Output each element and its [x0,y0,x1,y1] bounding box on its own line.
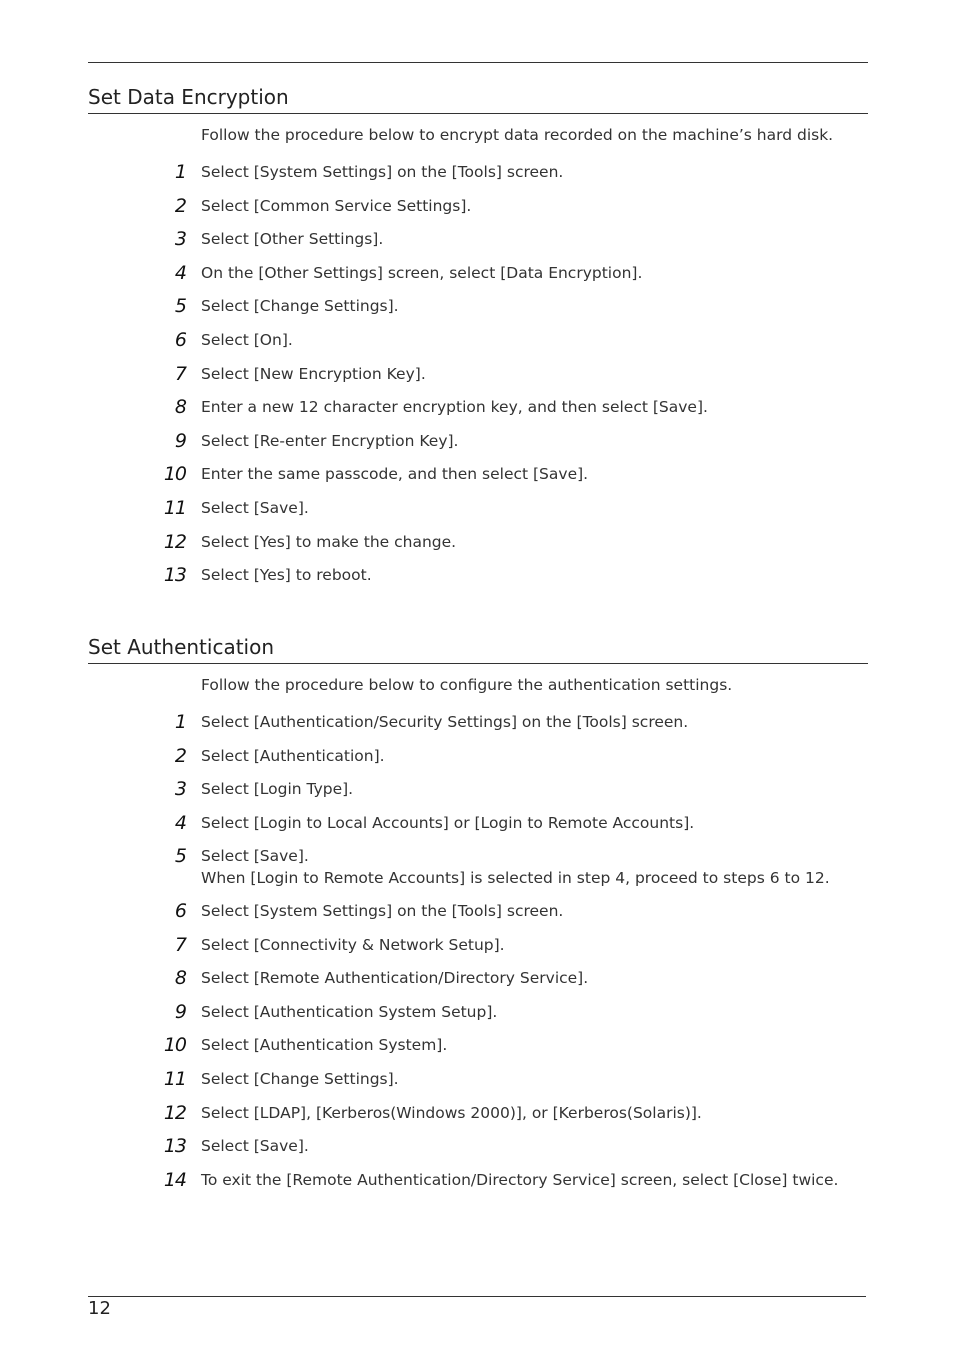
step-number: 12 [163,530,186,553]
step-text: Select [Connectivity & Network Setup]. [201,935,505,954]
step-item [88,845,868,889]
step-text: Select [Re-enter Encryption Key]. [201,431,459,450]
step-item [88,812,868,834]
step-number: 9 [174,1000,186,1023]
step-text: Select [Other Settings]. [201,230,384,249]
step-item [88,900,868,922]
step-item [88,934,868,956]
step-number: 3 [174,778,186,801]
step-number: 8 [174,396,186,419]
step-number: 3 [174,228,186,251]
step-item [88,463,868,485]
step-text: Select [Change Settings]. [201,1069,399,1088]
step-item [88,778,868,800]
step-item [88,1135,868,1157]
step-text: Select [Save]. [201,498,309,517]
step-item [88,329,868,351]
page-number: 12 [88,1298,111,1319]
section-title: Set Data Encryption [88,84,868,114]
step-number: 5 [174,845,186,868]
step-text: Select [Authentication System Setup]. [201,1002,498,1021]
step-text: Select [Yes] to reboot. [201,566,372,585]
section-set-data-encryption [88,84,868,586]
step-number: 12 [163,1101,186,1124]
step-item [88,711,868,733]
step-text: Select [Remote Authentication/Directory Service]. [201,969,589,988]
step-number: 1 [174,711,186,733]
step-number: 6 [174,328,186,351]
step-number: 4 [174,261,186,284]
step-item [88,195,868,217]
step-text: Select [System Settings] on the [Tools] screen. [201,163,564,181]
step-item [88,396,868,418]
section-intro: Follow the procedure below to configure the authentication settings. [201,676,733,694]
step-item [88,161,868,183]
step-note: When [Login to Remote Accounts] is selected in step 4, proceed to steps 6 to 12. [201,869,830,888]
step-text: Select [Save]. [201,1137,309,1156]
step-text: Select [Authentication/Security Settings] on the [Tools] screen. [201,713,689,731]
step-number: 1 [174,161,186,183]
step-text: Select [Common Service Settings]. [201,196,472,215]
step-item [88,1068,868,1090]
section-title: Set Authentication [88,634,868,664]
step-number: 4 [174,811,186,834]
step-item [88,745,868,767]
step-number: 2 [174,744,186,767]
step-text: Select [On]. [201,330,293,349]
step-item [88,497,868,519]
step-number: 5 [174,295,186,318]
step-number: 10 [163,463,186,486]
step-item [88,564,868,586]
step-number: 13 [163,1135,186,1158]
step-item [88,1001,868,1023]
step-item [88,531,868,553]
step-text: Select [Authentication]. [201,746,385,765]
section-intro: Follow the procedure below to encrypt data recorded on the machine’s hard disk. [201,126,834,144]
step-text: Select [Login Type]. [201,780,354,799]
step-text: Select [System Settings] on the [Tools] screen. [201,901,564,920]
step-number: 6 [174,899,186,922]
step-text: Select [Authentication System]. [201,1036,448,1055]
step-text: Select [Change Settings]. [201,297,399,316]
step-number: 10 [163,1034,186,1057]
step-text: To exit the [Remote Authentication/Directory Service] screen, select [Close] twice. [201,1170,839,1189]
step-number: 9 [174,429,186,452]
step-text: Select [Yes] to make the change. [201,532,457,551]
section-set-authentication [88,634,868,1191]
top-rule [88,62,868,63]
step-item [88,295,868,317]
step-list [88,161,868,586]
step-item [88,1169,868,1191]
step-text: Select [LDAP], [Kerberos(Windows 2000)], or [Kerberos(Solaris)]. [201,1103,702,1122]
step-number: 7 [174,362,186,385]
step-number: 2 [174,194,186,217]
step-number: 13 [163,564,186,587]
step-item [88,1034,868,1056]
step-item [88,363,868,385]
step-number: 11 [163,496,186,519]
step-item [88,430,868,452]
step-text: Select [Save]. [201,847,309,866]
step-number: 14 [163,1168,186,1191]
step-item [88,1102,868,1124]
step-item [88,228,868,250]
step-text: Select [New Encryption Key]. [201,364,426,383]
step-item [88,967,868,989]
step-list [88,711,868,1191]
step-number: 11 [163,1067,186,1090]
step-number: 8 [174,967,186,990]
step-text: Enter the same passcode, and then select [Save]. [201,465,589,484]
step-text: Select [Login to Local Accounts] or [Login to Remote Accounts]. [201,813,695,832]
step-text: On the [Other Settings] screen, select [Data Encryption]. [201,263,643,282]
step-number: 7 [174,933,186,956]
step-text: Enter a new 12 character encryption key, and then select [Save]. [201,398,708,417]
step-item [88,262,868,284]
bottom-rule [88,1296,866,1297]
